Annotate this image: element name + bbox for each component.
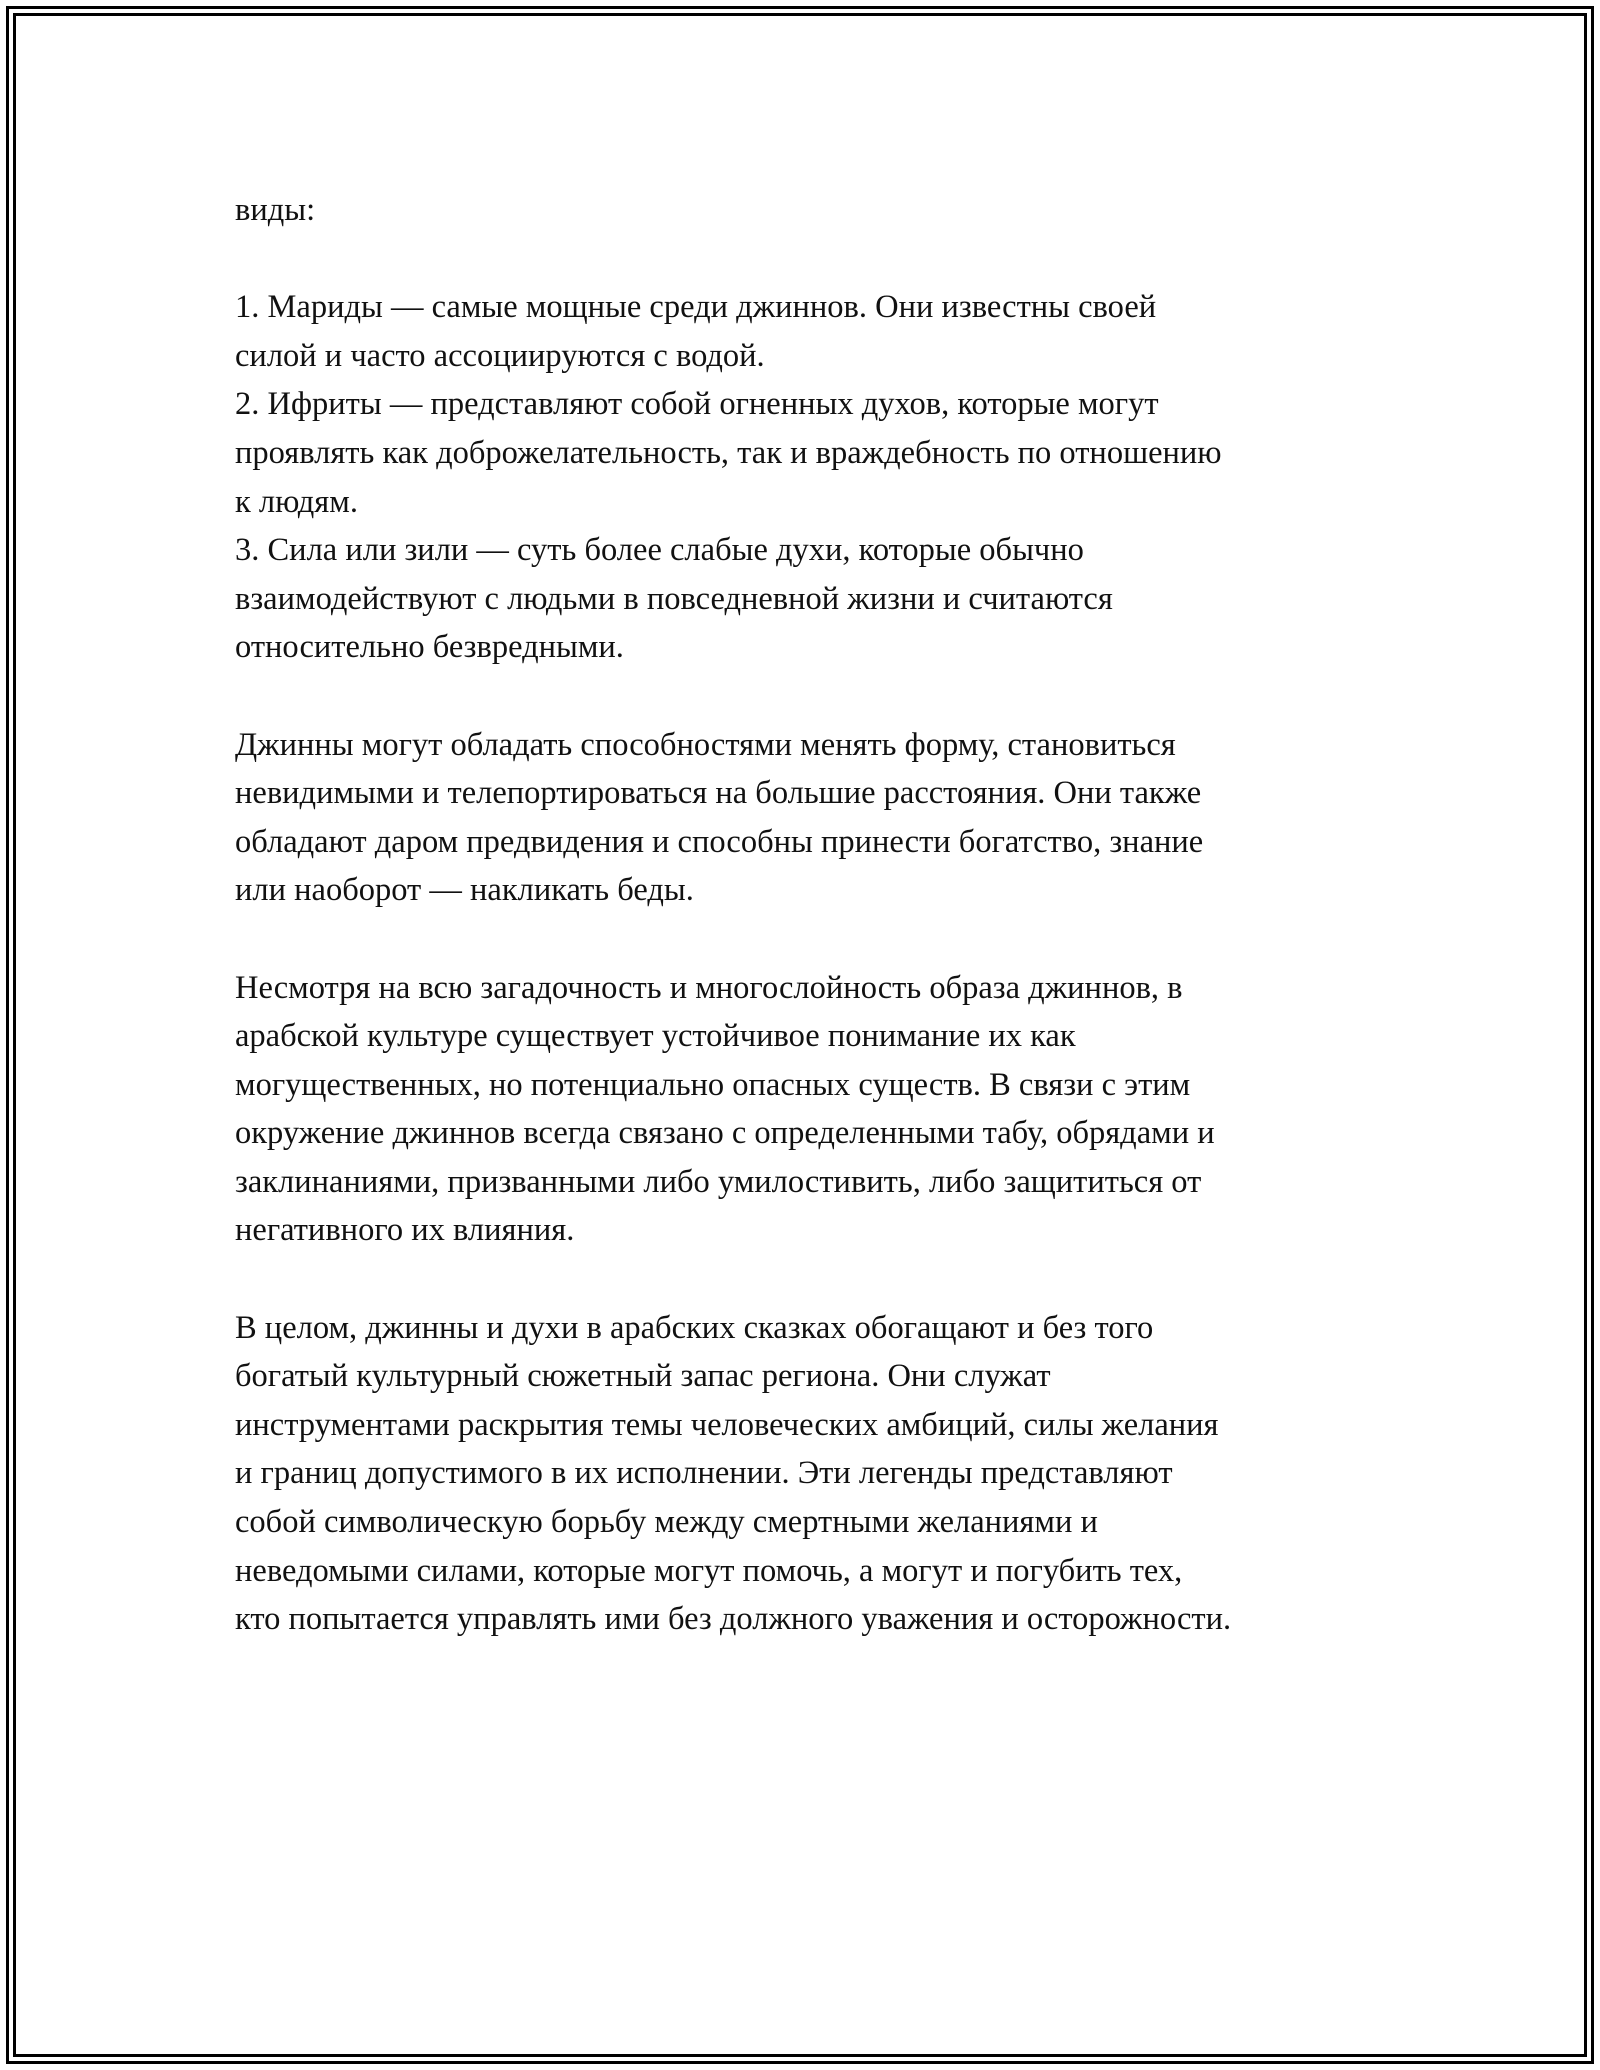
text-line: или наоборот — накликать беды. <box>235 872 694 909</box>
list-item-line: проявлять как доброжелательность, так и враждебность по отношению <box>235 434 1222 471</box>
text-line: кто попытается управлять ими без должного уважения и осторожности. <box>235 1601 1232 1638</box>
list-item-line: силой и часто ассоциируются с водой. <box>235 337 765 374</box>
list-item-line: взаимодействуют с людьми в повседневной жизни и считаются <box>235 580 1113 617</box>
paragraph <box>235 721 1375 915</box>
list-item-line: 2. Ифриты — представляют собой огненных духов, которые могут <box>235 386 1159 423</box>
text-line: богатый культурный сюжетный запас региона. Они служат <box>235 1358 1051 1395</box>
paragraph <box>235 1304 1375 1644</box>
text-line: Несмотря на всю загадочность и многослойность образа джиннов, в <box>235 969 1183 1006</box>
text-line: арабской культуре существует устойчивое понимание их как <box>235 1018 1076 1055</box>
text-line: и границ допустимого в их исполнении. Эти легенды представляют <box>235 1455 1173 1492</box>
text-line: Джинны могут обладать способностями менять форму, становиться <box>235 726 1176 763</box>
paragraph <box>235 964 1375 1256</box>
paragraph-spacer <box>235 1255 1375 1304</box>
text-line: неведомыми силами, которые могут помочь, а могут и погубить тех, <box>235 1552 1183 1589</box>
text-line: собой символическую борьбу между смертными желаниями и <box>235 1504 1098 1541</box>
paragraph <box>235 186 1375 235</box>
text-line: обладают даром предвидения и способны принести богатство, знание <box>235 823 1204 860</box>
list-item-line: относительно безвредными. <box>235 629 624 666</box>
paragraph-spacer <box>235 915 1375 964</box>
text-line: негативного их влияния. <box>235 1212 575 1249</box>
text-line: инструментами раскрытия темы человеческих амбиций, силы желания <box>235 1406 1219 1443</box>
djinn-types-list <box>235 283 1375 672</box>
text-line: невидимыми и телепортироваться на большие расстояния. Они также <box>235 775 1202 812</box>
text-line: В целом, джинны и духи в арабских сказках обогащают и без того <box>235 1309 1154 1346</box>
text-line: заклинаниями, призванными либо умилостивить, либо защититься от <box>235 1163 1202 1200</box>
list-item-line: 3. Сила или зили — суть более слабые духи, которые обычно <box>235 532 1084 569</box>
paragraph-spacer <box>235 672 1375 721</box>
text-line: окружение джиннов всегда связано с определенными табу, обрядами и <box>235 1115 1215 1152</box>
text-line: виды: <box>235 192 316 228</box>
list-item-line: 1. Мариды — самые мощные среди джиннов. Они известны своей <box>235 289 1157 326</box>
paragraph-spacer <box>235 235 1375 284</box>
list-item-line: к людям. <box>235 483 358 520</box>
text-line: могущественных, но потенциально опасных существ. В связи с этим <box>235 1066 1191 1103</box>
document-body <box>235 186 1375 1644</box>
